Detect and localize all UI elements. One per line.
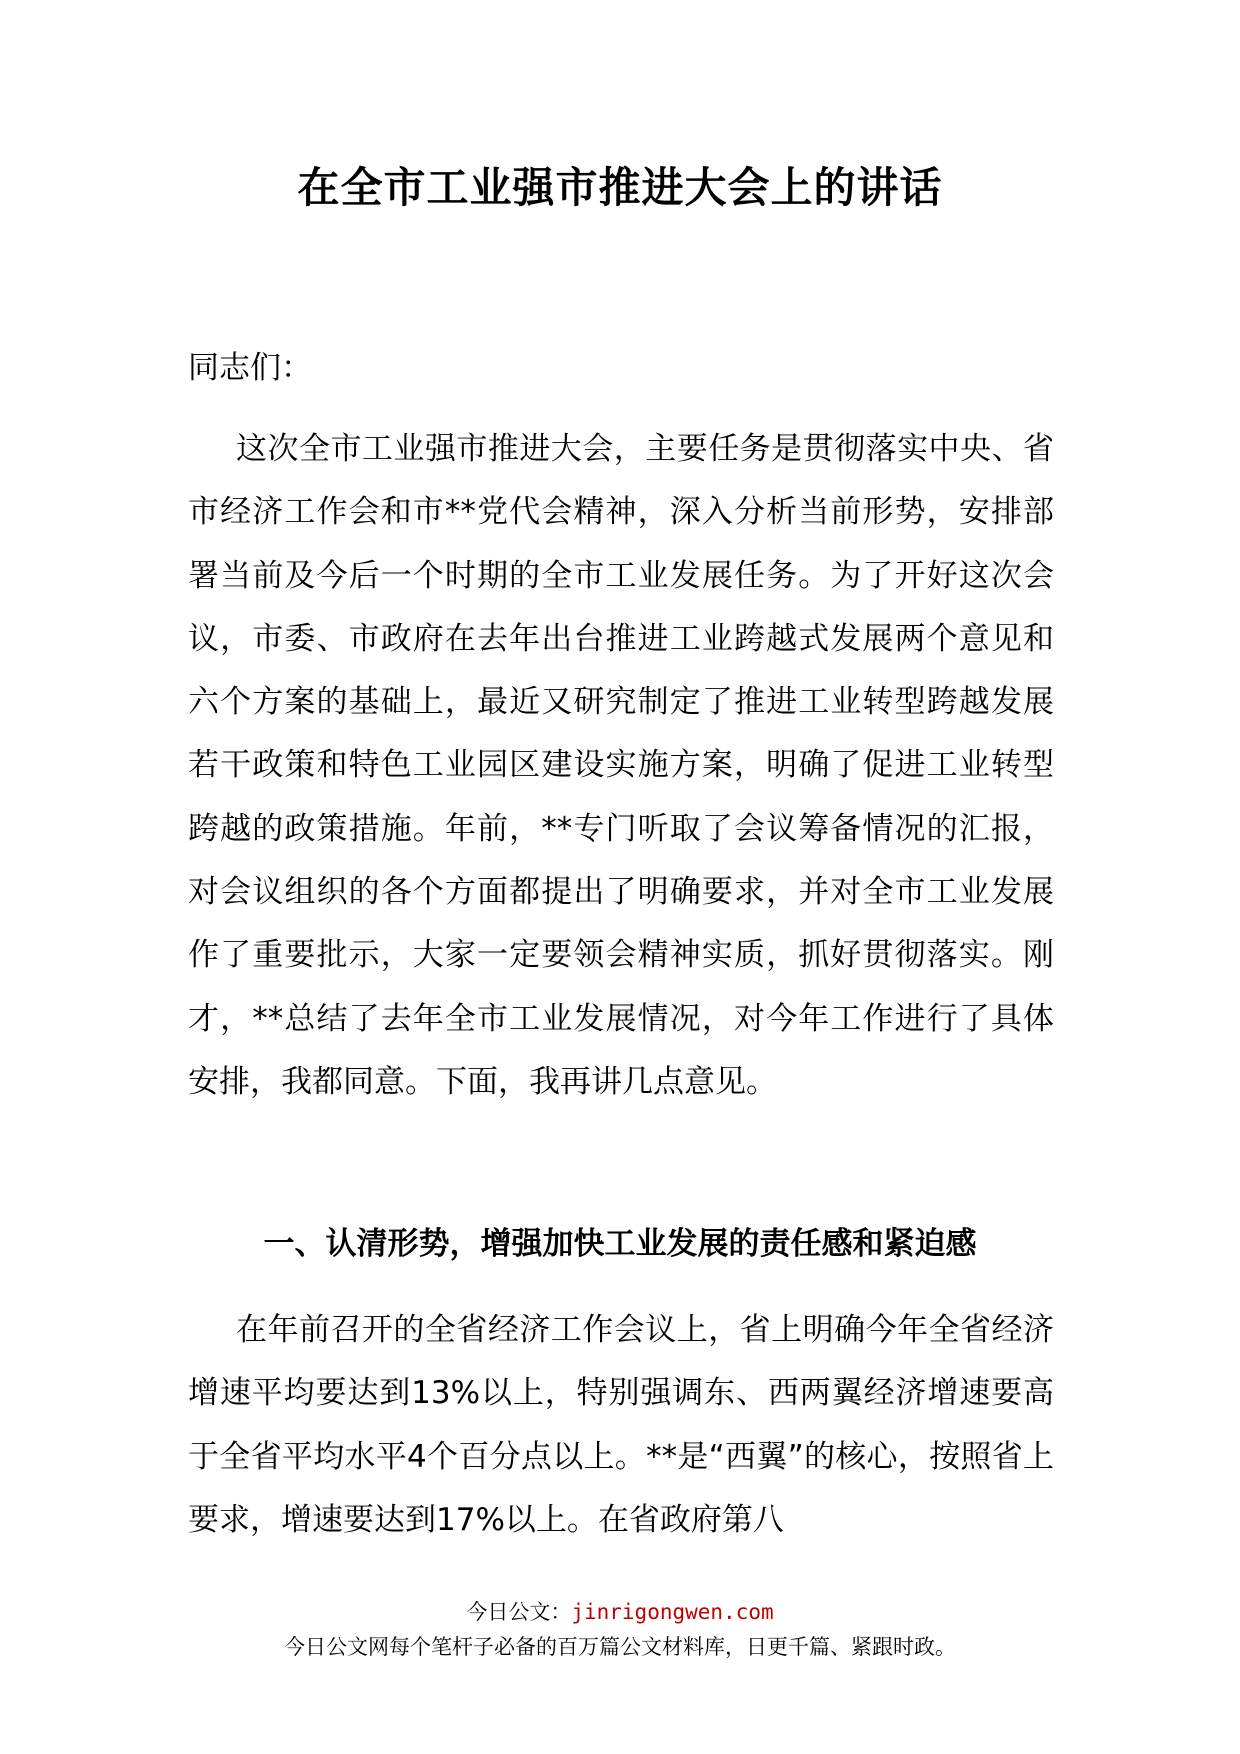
body-paragraph-2: 在年前召开的全省经济工作会议上，省上明确今年全省经济增速平均要达到13%以上，特别强调东、西两翼经济增速要高于全省平均水平4个百分点以上。**是“西翼”的核心，按照省上要求，增速要达到17%以上。在省政府第八	[188, 1312, 1054, 1538]
salutation: 同志们：	[188, 350, 312, 386]
footer-site-line	[0, 1597, 1240, 1627]
footer-site-label: 今日公文：	[466, 1600, 572, 1624]
body-paragraph-1: 这次全市工业强市推进大会，主要任务是贯彻落实中央、省市经济工作会和市**党代会精神，深入分析当前形势，安排部署当前及今后一个时期的全市工业发展任务。为了开好这次会议，市委、市政府在去年出台推进工业跨越式发展两个意见和六个方案的基础上，最近又研究制定了推进工业转型跨越发展若干政策和特色工业园区建设实施方案，明确了促进工业转型跨越的政策措施。年前，**专门听取了会议筹备情况的汇报，对会议组织的各个方面都提出了明确要求，并对全市工业发展作了重要批示，大家一定要领会精神实质，抓好贯彻落实。刚才，**总结了去年全市工业发展情况，对今年工作进行了具体安排，我都同意。下面，我再讲几点意见。	[188, 431, 1054, 1100]
footer-tagline: 今日公文网每个笔杆子必备的百万篇公文材料库，日更千篇、紧跟时政。	[284, 1635, 956, 1659]
document-title: 在全市工业强市推进大会上的讲话	[297, 163, 943, 212]
section-heading: 一、认清形势，增强加快工业发展的责任感和紧迫感	[263, 1226, 977, 1262]
footer-site-link[interactable]: jinrigongwen.com	[571, 1600, 774, 1624]
